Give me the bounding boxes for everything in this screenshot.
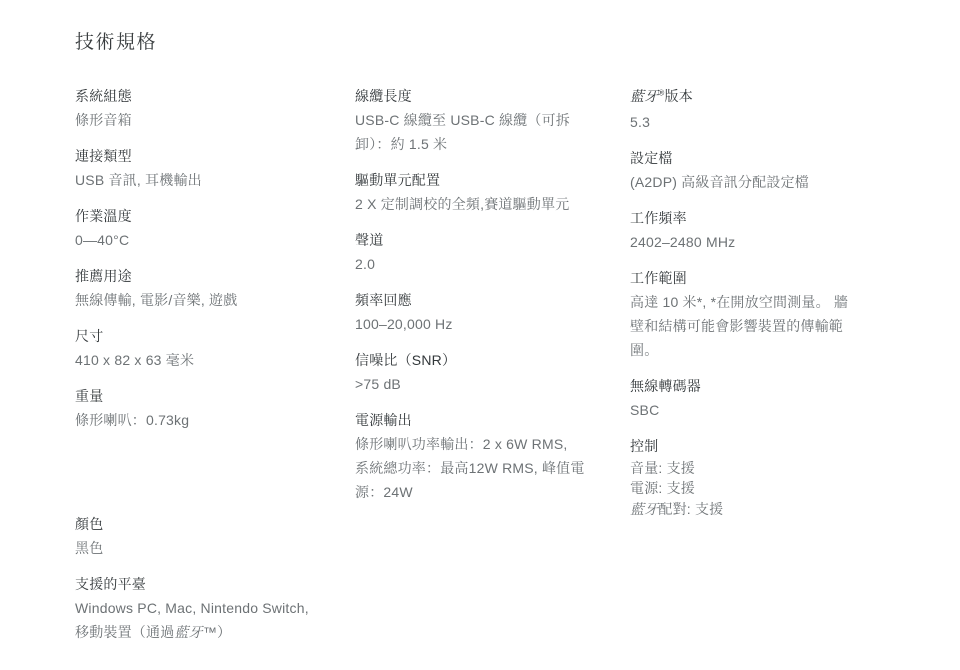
spec-value-line: 音量: 支援	[630, 459, 695, 476]
spec-item	[355, 168, 630, 216]
spec-value-line: >75 dB	[355, 375, 401, 392]
spec-label: 作業溫度	[75, 207, 132, 224]
spec-columns	[75, 84, 960, 658]
spec-item	[75, 572, 355, 646]
spec-item	[355, 348, 630, 396]
spec-item	[75, 512, 355, 560]
spec-column	[75, 84, 355, 658]
spec-label: 無線轉碼器	[630, 377, 701, 394]
spec-item	[630, 206, 900, 254]
spec-value-line: 0—40°C	[75, 231, 130, 248]
spec-value-line: 圍。	[630, 341, 659, 358]
spec-value-line: 條形音箱	[75, 111, 132, 128]
spec-label: 控制	[630, 437, 659, 454]
spec-value-line: 黑色	[75, 539, 104, 556]
spec-item	[75, 84, 355, 132]
italic-brand-text: 藍牙	[630, 502, 659, 518]
spec-column	[630, 84, 900, 658]
spec-item	[630, 84, 900, 134]
spec-label: 設定檔	[630, 149, 673, 166]
spec-value-line: 系統總功率：最高12W RMS, 峰值電	[355, 459, 585, 476]
spec-value-line: 無線傳輸, 電影/音樂, 遊戲	[75, 291, 238, 308]
spec-label: 頻率回應	[355, 291, 412, 308]
spec-label: 推薦用途	[75, 267, 132, 284]
spec-label: 聲道	[355, 231, 384, 248]
spec-item	[355, 228, 630, 276]
spec-value-line: 藍牙配對: 支援	[630, 500, 724, 518]
spec-value-line: USB 音訊, 耳機輸出	[75, 171, 202, 188]
page-title: 技術規格	[75, 32, 158, 53]
spec-label: 連接類型	[75, 147, 132, 164]
spec-value-line: SBC	[630, 401, 660, 418]
spec-label: 系統組態	[75, 87, 132, 104]
spec-label: 工作頻率	[630, 209, 687, 226]
spec-value-line: 源：24W	[355, 483, 413, 500]
italic-brand-text: 藍牙	[630, 89, 659, 105]
spec-item	[630, 266, 900, 362]
spec-item	[75, 384, 355, 432]
spec-item	[355, 288, 630, 336]
spec-label: 顏色	[75, 515, 104, 532]
spec-value-line: 電源: 支援	[630, 480, 695, 497]
spec-value-line: 2.0	[355, 255, 376, 272]
spec-item	[630, 146, 900, 194]
spec-value-line: 卸）：約 1.5 米	[355, 135, 448, 152]
spec-item	[630, 434, 900, 522]
spec-value-line: 移動裝置（通過藍牙™）	[75, 623, 232, 641]
spec-value-line: 高達 10 米*, *在開放空間測量。 牆	[630, 293, 849, 310]
italic-brand-text: 藍牙	[174, 625, 203, 641]
spec-item	[75, 144, 355, 192]
spec-column	[355, 84, 630, 658]
spec-value-line: (A2DP) 高級音訊分配設定檔	[630, 173, 809, 190]
spec-value-line: 5.3	[630, 113, 651, 130]
spec-label: 支援的平臺	[75, 575, 146, 592]
spec-value-line: 100–20,000 Hz	[355, 315, 453, 332]
spec-item	[75, 264, 355, 312]
spec-label: 重量	[75, 387, 104, 404]
spec-label: 藍牙®版本	[630, 87, 693, 105]
spec-value-line: USB-C 線纜至 USB-C 線纜（可拆	[355, 111, 570, 128]
spec-value-line: 條形喇叭功率輸出：2 x 6W RMS,	[355, 435, 568, 452]
spec-label: 電源輸出	[355, 411, 412, 428]
spec-label: 工作範圍	[630, 269, 687, 286]
spec-item	[75, 324, 355, 372]
superscript-mark: ®	[658, 88, 665, 98]
spec-value-line: 條形喇叭：0.73kg	[75, 411, 190, 428]
spec-value-line: 410 x 82 x 63 毫米	[75, 351, 195, 368]
spec-label: 信噪比（SNR）	[355, 351, 457, 368]
spec-value-line: 2 X 定制調校的全頻,賽道驅動單元	[355, 195, 570, 212]
spec-item	[355, 84, 630, 156]
spec-item	[630, 374, 900, 422]
spec-label: 驅動單元配置	[355, 171, 441, 188]
spec-value-line: Windows PC, Mac, Nintendo Switch,	[75, 599, 309, 616]
spec-value-line: 壁和結構可能會影響裝置的傳輸範	[630, 317, 843, 334]
spec-item	[355, 408, 630, 504]
spec-label: 線纜長度	[355, 87, 412, 104]
spec-item	[75, 204, 355, 252]
spec-label: 尺寸	[75, 327, 104, 344]
spec-value-line: 2402–2480 MHz	[630, 233, 736, 250]
